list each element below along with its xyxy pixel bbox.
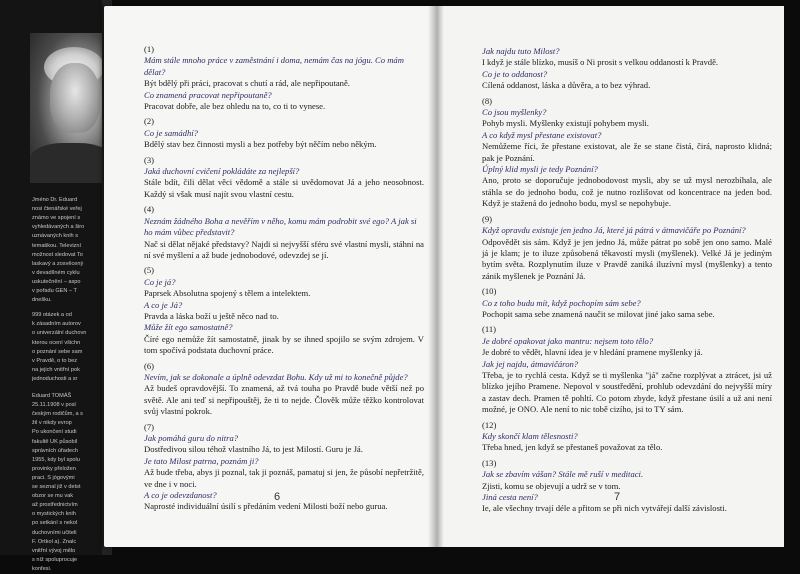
cover-text-line: až prostřednictvím [32,502,78,509]
cover-text-line: Eduard TOMÁŠ [32,393,72,399]
question-text: Jak jej najdu, átmavičáron? [482,358,579,369]
cover-text-line: fakultě UK působil [32,438,78,445]
question-text: Kdy skončí klam tělesnosti? [482,431,578,441]
question-text: Jak se zbavím vášan? Stále mě ruší v meditaci. [482,469,644,480]
cover-text-line: jednoduchosti a sr [32,375,78,382]
question-text: Co je já? [144,276,176,287]
question-text: Je tato Milost patrna, poznám ji? [144,455,259,466]
answer-text: Pohyb mysli. Myšlenky existují pohybem mysli. [482,118,649,129]
answer-text: Nač si dělat nějaké představy? Najdi si nejvyšší sféru své vlastní mysli, stáhni na ní své myšlení a až bude jednobodové, odevzdej se jí. [144,238,424,260]
answer-text: I když je stále blízko, musíš o Ni prosit s velkou oddaností k Pravdě. [482,57,719,68]
cover-text-line: v pořadu GEN – T [32,288,77,294]
question-text: Co je to oddanost? [482,68,548,79]
question-text: A co když mysl přestane existovat? [482,129,602,140]
answer-text: Bdělý stav bez činnosti mysli a bez potřeby být něčím nebo někým. [144,139,377,150]
cover-text-line: známo ve spojení s [32,215,81,222]
question-number: (3) [144,154,155,165]
back-cover [0,0,112,572]
cover-text-line: po setkání s nekol [32,520,78,527]
answer-text: Pracovat dobře, ale bez ohledu na to, co ti to vynese. [144,101,326,112]
left-page [104,6,436,547]
question-number: (9) [482,213,493,224]
cover-text-line: tematikou. Televizní [32,242,82,249]
question-number: (8) [482,95,493,106]
cover-text-line: vnitřní vývoj mělo [32,547,76,554]
question-number: (7) [144,421,155,432]
answer-text: Dostředivou silou téhož vlastního Já, to jest Milostí. Guru je Já. [144,444,363,455]
answer-text: Ie, ale všechny trvají déle a přitom se při nich vytvářejí další závislosti. [482,503,727,514]
question-number: (2) [144,116,155,127]
question-text: Jiná cesta není? [482,492,538,503]
question-text: Co z toho budu mít, když pochopím sám sebe? [482,297,641,308]
answer-text: Být bdělý při práci, pracovat s chutí a rád, ale nepřipoutaně. [144,78,350,89]
question-text: Jak najdu tuto Milost? [482,46,560,56]
cover-text-line: dnešku. [32,297,52,304]
cover-text-line: o univerzální duchovn [32,330,87,337]
question-number: (10) [482,286,497,297]
question-text: Neznám žádného Boha a nevěřím v něho, komu mám podrobit své ego? A jak si ho mám vůbec představit? [144,215,417,238]
right-page-text [482,46,772,515]
question-text: Co jsou myšlenky? [482,107,547,118]
cover-text-line: laskavý a zosvěcený [32,260,84,267]
cover-text-line: o poznání sebe sam [32,348,83,355]
answer-text: Stále bdít, čili dělat věci vědomě a stále si uvědomovat Já a jeho neosobnost. Každý si však musí najít svou vlastní cestu. [144,177,424,199]
question-text: A co je odevzdanost? [144,490,217,501]
answer-text: Odpovědět sis sám. Když je jen jedno Já, může pátrat po sobě jen ono samo. Malé já je klam; je to iluze způsobená těkavostí mysli (myšlenek). Velké Já je jediným bytím světa. Rozplynutím iluze v Pravdě zaniká iluzívní mysl (myšlenky) a tento zánik myšlenek je Poznání Já. [482,236,772,281]
answer-text: Paprsek Absolutna spojený s tělem a intelektem. [144,288,311,299]
cover-text-line: Jméno Dr. Eduard [32,197,78,203]
photo-shoulders [30,143,112,183]
answer-text: Je dobré to vědět, hlavní idea je v hledání pramene myšlenky já. [482,347,703,358]
answer-text: Pravda a láska boží u ještě něco nad to. [144,310,279,321]
question-text: Jaká duchovní cvičení pokládáte za nejlepší? [144,166,300,177]
question-text: Když opravdu existuje jen jedno Já, které já pátrá v átmavičáře po Poznání? [482,225,746,236]
cover-text-line: 25.11.1908 v posl [32,402,76,409]
cover-text-line: kterou ocení všichn [32,339,81,346]
cover-text-line: F. Ortkol a). Znalc [32,538,77,545]
cover-text-line: v Pravdě, o to bez [32,357,78,364]
cover-text-line: provinky přeložen [32,465,76,472]
question-number: (6) [144,360,155,371]
right-page [436,6,784,547]
question-text: Je dobré opakovat jako mantru: nejsem toto tělo? [482,335,654,346]
author-photo [30,33,112,181]
cover-text-line: Po ukončení studi [32,429,77,436]
cover-text-line: k zásadním autorov [32,321,81,328]
cover-text-line: obzor se mu vak [32,493,74,500]
answer-text: Číré ego nemůže žít samostatně, jinak by se ihned spojilo se svým zdrojem. V tom spočívá podstata duchovní práce. [144,333,424,356]
cover-text-line: žil v nikdy evrop [32,420,72,427]
answer-text: Třeba hned, jen když se přestaneš považovat za tělo. [482,442,663,453]
question-number: (12) [482,419,497,430]
cover-text-line: 1955, kdy byl spolu [32,456,80,463]
cover-text-line: se seznal již v detst [32,484,81,490]
cover-text-line: 999 otázek a od [32,312,72,319]
answer-text: Až bude třeba, abys ji poznal, tak ji poznáš, pamatuj si jen, že působí nepřetržitě, ve dne i v noci. [144,467,424,489]
cover-text-line: v devadílném cyklu [32,269,80,276]
answer-text: Pochopit sama sebe znamená naučit se milovat jiné jako sama sebe. [482,308,715,319]
question-text: Jak pomáhá guru do nitra? [144,433,239,443]
cover-text-line: na jejich vnitřní pok [32,366,80,373]
question-text: A co je Já? [144,299,183,310]
right-page-number: 7 [614,491,621,503]
photo-face [50,63,100,133]
answer-text: Až budeš opravdovější. To znamená, až tvá touha po Pravdě bude větší než po světě. Ale ani teď si nepřipouštěj, že ti to nejde. Člověk může těžko kontrolovat svůj vlastní pokrok. [144,383,424,417]
question-text: Co je samádhí? [144,127,198,138]
question-number: (5) [144,265,155,276]
cover-text-line: vyhledávaných a širo [32,224,85,231]
cover-text-line: uskutečnění – aspo [32,278,81,285]
question-text: Mám stále mnoho práce v zaměstnání i doma, nemám čas na jógu. Co mám dělat? [144,55,404,77]
cover-text-line: uznávaných knih s [32,233,79,240]
answer-text: Ano, proto se doporučuje jednobodovost mysli, aby se už mysl nerozbíhala, ale stáhla se do jednoho bodu, což je nutno rozlišovat od koncentrace na jeden bod. Když je stažená do jednoho bodu, mysl se nepohybuje. [482,175,772,209]
cover-text-line: možnost sledovat To [32,251,83,258]
cover-text-line: s níž spoluprocuje [32,556,78,563]
question-number: (1) [144,44,155,54]
question-text: Může žít ego samostatně? [144,322,233,333]
left-page-number: 6 [274,491,281,503]
left-page-text [144,44,424,513]
cover-text-line: nosi čtenářské veřej [32,206,82,213]
cover-text-line: konfesi. [32,565,52,572]
question-text: Úplný klid mysli je tedy Poznání? [482,164,598,175]
cover-text-line: českým rodičům, a s [32,411,83,418]
answer-text: Naprosté individuální úsilí s předáním vedení Milosti boží nebo guruа. [144,501,388,512]
question-number: (13) [482,457,497,468]
cover-text-line: duchovními učiteli [32,529,77,536]
answer-text: Zjisti, komu se objevují a udrž se v tom. [482,480,621,491]
question-text: Nevím, jak se dokonale a úplně odevzdat Bohu. Kdy už mi to konečně půjde? [144,371,408,382]
cover-text-line: o mystických knih [32,511,76,518]
answer-text: Cílená oddanost, láska a důvěra, a to bez výhrad. [482,80,651,91]
question-number: (11) [482,324,496,335]
cover-text-line: správních úřadech [32,447,79,454]
answer-text: Třeba, je to rychlá cesta. Když se ti myšlenka "já" začne rozplývat a ztrácet, jsi už blízko jejího Pramene. Nepovol v soustředění, prohlub odevzdání do nejvyšší míry a zastav dech. Pramen tě pohltí. Co potom zbyde, když přestane úsilí a už ani není možné, je ONO. Ale není to nic tobě cizího, jsi to TY sám. [482,369,772,415]
question-number: (4) [144,204,155,215]
question-text: Co znamená pracovat nepřipoutaně? [144,89,272,100]
cover-text-line: praci. S jógovými [32,474,75,481]
answer-text: Nemůžeme říci, že přestane existovat, ale že se stane čistá, čirá, naprosto klidná; pak je Poznání. [482,141,772,163]
